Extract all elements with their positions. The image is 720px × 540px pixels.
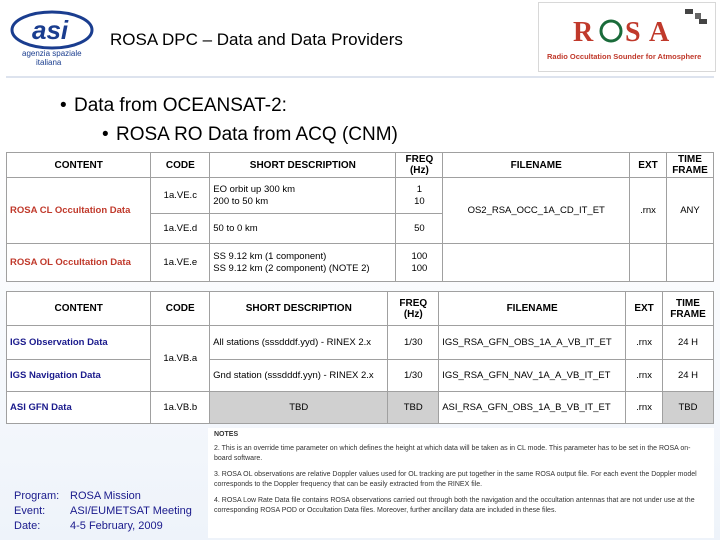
col-code-header: CODE: [151, 153, 210, 178]
table-header-row: [7, 292, 714, 326]
notes-title: NOTES: [214, 431, 239, 438]
freq-cell: 1/30: [388, 360, 439, 392]
code-cell: 1a.VE.c: [151, 178, 210, 214]
note-item: 3. ROSA OL observations are relative Doppler values used for OL tracking are put together in the same ROSA output file. For each event the Doppler model corresponds to the Doppler frequency that can be easily extracted from the RINEX file.: [214, 471, 697, 488]
header-divider: [6, 76, 714, 78]
freq-cell: TBD: [388, 392, 439, 424]
table-row: [7, 244, 714, 282]
timeframe-cell: TBD: [663, 392, 714, 424]
table-row: [7, 326, 714, 360]
content-cell: ROSA CL Occultation Data: [7, 178, 151, 244]
filename-cell: IGS_RSA_GFN_NAV_1A_A_VB_IT_ET: [439, 360, 626, 392]
asi-logo-line2: italiana: [36, 58, 62, 67]
description-cell: EO orbit up 300 km 200 to 50 km: [210, 178, 396, 214]
rosa-letter-s: S: [625, 17, 641, 48]
bullet-level1-text: Data from OCEANSAT-2:: [74, 95, 287, 116]
freq-cell: 1/30: [388, 326, 439, 360]
svg-text:asi: asi: [32, 15, 69, 45]
description-cell: All stations (sssdddf.yyd) - RINEX 2.x: [210, 326, 388, 360]
description-cell: SS 9.12 km (1 component) SS 9.12 km (2 component) (NOTE 2): [210, 244, 396, 282]
note-item: 2. This is an override time parameter on which defines the height at which data will be taken as in CL mode. This parameter has to be set in the ROSA on-board software.: [214, 445, 691, 462]
rosa-logo: [538, 2, 716, 72]
asi-logo-line1: agenzia spaziale: [22, 49, 82, 58]
date-value: 4-5 February, 2009: [70, 520, 163, 532]
footer-date-row: [14, 519, 192, 534]
footer-info: [14, 489, 192, 534]
table-row: [7, 360, 714, 392]
freq-cell: 1 10: [396, 178, 443, 214]
filename-cell: OS2_RSA_OCC_1A_CD_IT_ET: [443, 178, 630, 244]
rosa-letter-a: A: [649, 17, 670, 48]
col-description-header: SHORT DESCRIPTION: [210, 153, 396, 178]
timeframe-cell: 24 H: [663, 360, 714, 392]
bullet-dot: •: [60, 95, 67, 116]
satellite-icon: [685, 9, 707, 24]
col-ext-header: EXT: [626, 292, 663, 326]
description-cell: Gnd station (sssdddf.yyn) - RINEX 2.x: [210, 360, 388, 392]
page-title: ROSA DPC – Data and Data Providers: [110, 30, 403, 49]
ext-cell: .rnx: [630, 178, 667, 244]
footer-event-row: [14, 504, 192, 519]
table-row: [7, 392, 714, 424]
rosa-ro-data-table: [6, 152, 714, 282]
note-item: 4. ROSA Low Rate Data file contains ROSA observations carried out through both the navigation and the occultation antennas that are not under use at the corresponding ROSA POD or Occultation Data files. Moreover, further ancillary data are included in these files.: [214, 497, 695, 514]
filename-cell: ASI_RSA_GFN_OBS_1A_B_VB_IT_ET: [439, 392, 626, 424]
timeframe-cell: [666, 244, 713, 282]
col-filename-header: FILENAME: [443, 153, 630, 178]
code-cell: 1a.VE.e: [151, 244, 210, 282]
code-cell: 1a.VE.d: [151, 214, 210, 244]
description-cell: 50 to 0 km: [210, 214, 396, 244]
filename-cell: IGS_RSA_GFN_OBS_1A_A_VB_IT_ET: [439, 326, 626, 360]
asi-logo: [6, 6, 102, 68]
content-cell: IGS Observation Data: [7, 326, 151, 360]
rosa-logo-subtitle: Radio Occultation Sounder for Atmosphere: [547, 52, 702, 61]
bullet-dot: •: [102, 124, 109, 145]
ext-cell: [630, 244, 667, 282]
code-cell: 1a.VB.b: [151, 392, 210, 424]
col-content-header: CONTENT: [7, 153, 151, 178]
freq-cell: 50: [396, 214, 443, 244]
table-row: [7, 178, 714, 214]
col-freq-header: FREQ (Hz): [396, 153, 443, 178]
timeframe-cell: 24 H: [663, 326, 714, 360]
code-cell: 1a.VB.a: [151, 326, 210, 392]
igs-gfn-data-table: [6, 291, 714, 424]
notes-panel: [208, 428, 714, 538]
col-timeframe-header: TIME FRAME: [666, 153, 713, 178]
event-value: ASI/EUMETSAT Meeting: [70, 505, 192, 517]
col-freq-header: FREQ (Hz): [388, 292, 439, 326]
description-cell: TBD: [210, 392, 388, 424]
ext-cell: .rnx: [626, 360, 663, 392]
footer-program-row: [14, 489, 192, 504]
ext-cell: .rnx: [626, 392, 663, 424]
asi-logo-graphic: [6, 6, 102, 68]
rosa-logo-graphic: [539, 3, 715, 71]
filename-cell: [443, 244, 630, 282]
freq-cell: 100 100: [396, 244, 443, 282]
content-cell: ASI GFN Data: [7, 392, 151, 424]
slide-header: [0, 0, 720, 78]
date-label: Date:: [14, 520, 41, 532]
content-cell: IGS Navigation Data: [7, 360, 151, 392]
rosa-letter-r: R: [573, 17, 594, 48]
table-header-row: [7, 153, 714, 178]
program-value: ROSA Mission: [70, 490, 141, 502]
bullet-level2: [102, 124, 398, 146]
bullet-level2-text: ROSA RO Data from ACQ (CNM): [116, 124, 398, 145]
bullet-level1: [60, 95, 287, 117]
event-label: Event:: [14, 505, 46, 517]
timeframe-cell: ANY: [666, 178, 713, 244]
col-content-header: CONTENT: [7, 292, 151, 326]
program-label: Program:: [14, 490, 60, 502]
col-timeframe-header: TIME FRAME: [663, 292, 714, 326]
col-filename-header: FILENAME: [439, 292, 626, 326]
rosa-globe-icon: [601, 21, 621, 41]
ext-cell: .rnx: [626, 326, 663, 360]
col-ext-header: EXT: [630, 153, 667, 178]
col-description-header: SHORT DESCRIPTION: [210, 292, 388, 326]
col-code-header: CODE: [151, 292, 210, 326]
content-cell: ROSA OL Occultation Data: [7, 244, 151, 282]
